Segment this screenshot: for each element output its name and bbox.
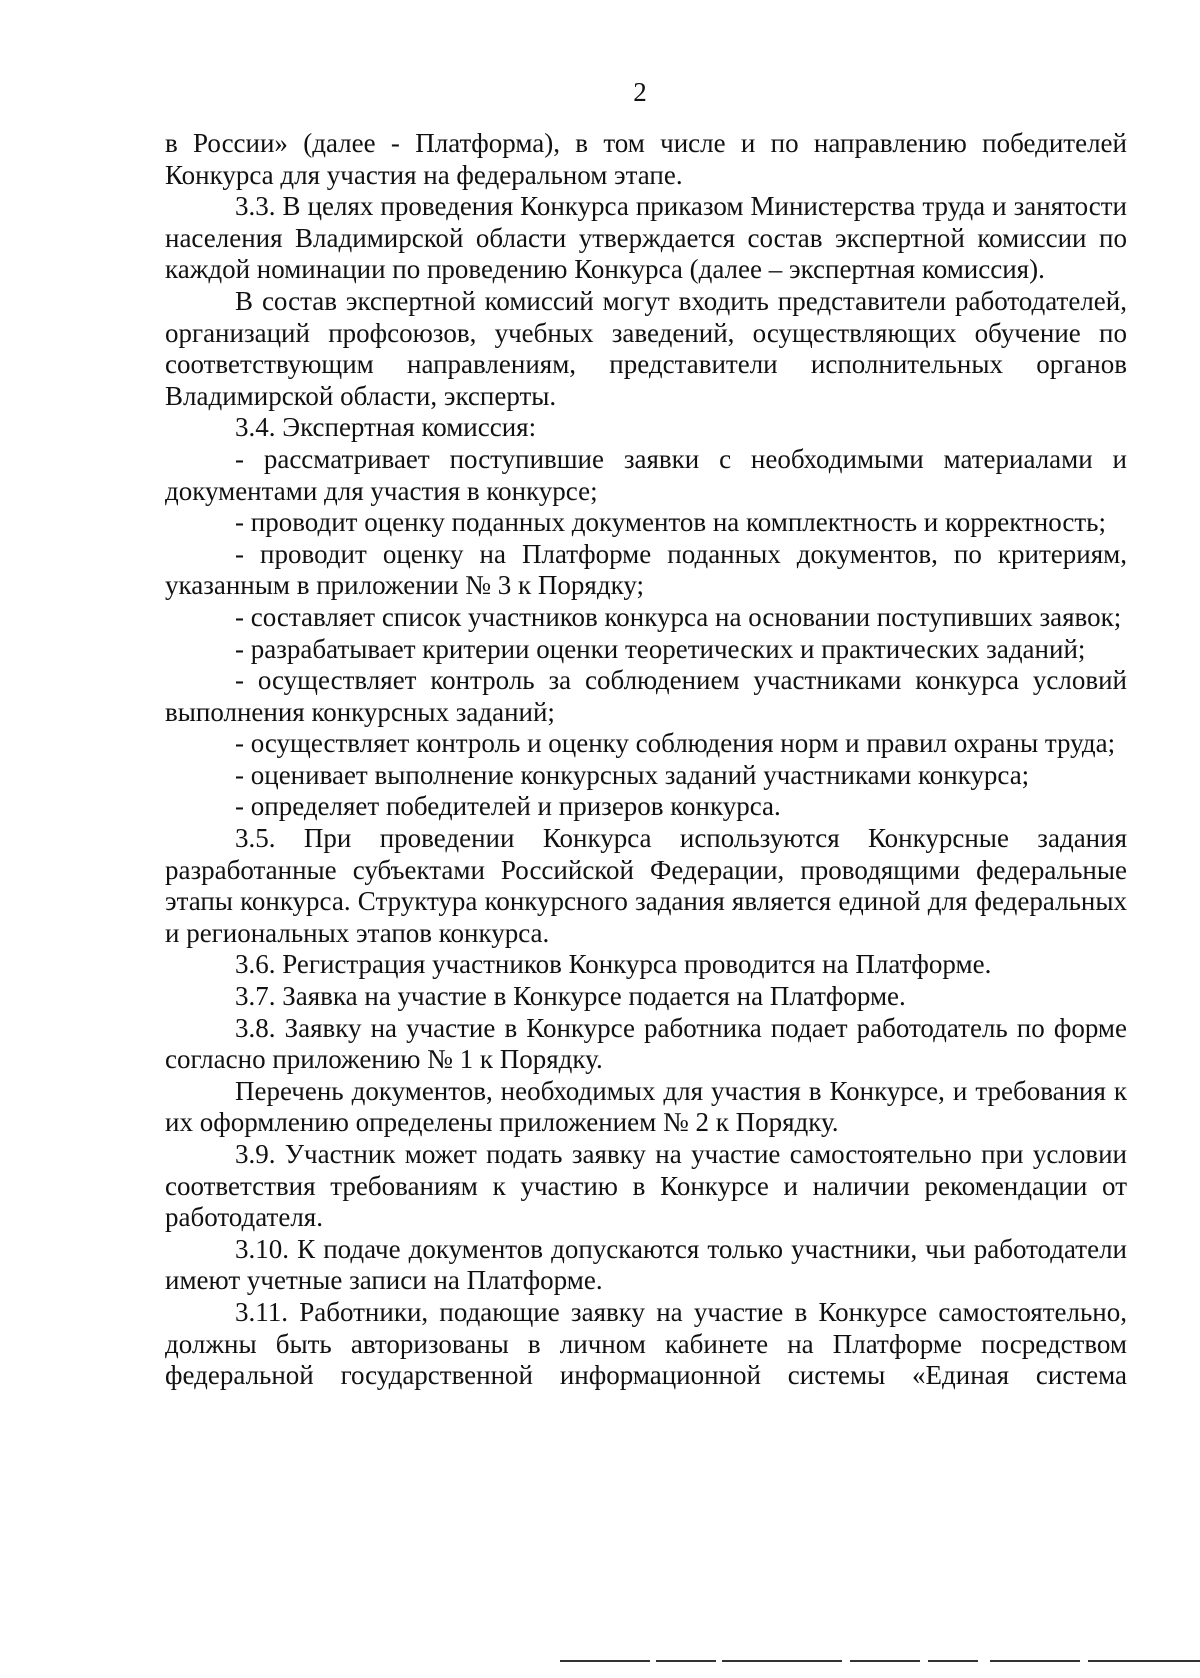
paragraph: - разрабатывает критерии оценки теоретических и практических заданий;: [235, 633, 1086, 664]
paragraph: - проводит оценку поданных документов на комплектность и корректность;: [235, 507, 1106, 538]
paragraph: в России» (далее - Платформа), в том числе и по направлению победителей Конкурса для участия на федеральном этапе.: [165, 128, 1127, 190]
paragraph: 3.8. Заявку на участие в Конкурсе работника подает работодатель по форме согласно приложению № 1 к Порядку.: [165, 1012, 1127, 1075]
paragraph: 3.10. К подаче документов допускаются только участники, чьи работодатели имеют учетные записи на Платформе.: [165, 1233, 1127, 1296]
paragraph: - рассматривает поступившие заявки с необходимыми материалами и документами для участия в конкурсе;: [165, 443, 1127, 506]
scan-edge-line: [560, 1660, 1200, 1662]
paragraph: 3.4. Экспертная комиссия:: [235, 412, 537, 443]
document-body: [165, 128, 1127, 1392]
paragraph: - осуществляет контроль за соблюдением участниками конкурса условий выполнения конкурсных заданий;: [165, 665, 1127, 727]
paragraph: 3.5. При проведении Конкурса используются Конкурсные задания разработанные субъектами Российской Федерации, проводящими федеральные этапы конкурса. Структура конкурсного задания является единой для федеральных и региональных этапов конкурса.: [165, 823, 1127, 948]
paragraph: Перечень документов, необходимых для участия в Конкурсе, и требования к их оформлению определены приложением № 2 к Порядку.: [165, 1075, 1127, 1138]
paragraph: 3.11. Работники, подающие заявку на участие в Конкурсе самостоятельно, должны быть авторизованы в личном кабинете на Платформе посредством федеральной государственной информационной системы «Единая система: [165, 1296, 1127, 1391]
page-number: 2: [633, 77, 647, 107]
paragraph: - оценивает выполнение конкурсных заданий участниками конкурса;: [235, 759, 1030, 790]
paragraph: - определяет победителей и призеров конкурса.: [235, 791, 781, 822]
paragraph: 3.9. Участник может подать заявку на участие самостоятельно при условии соответствия требованиям к участию в Конкурсе и наличии рекомендации от работодателя.: [165, 1139, 1127, 1233]
paragraph: В состав экспертной комиссий могут входить представители работодателей, организаций профсоюзов, учебных заведений, осуществляющих обучение по соответствующим направлениям, представители исполнительных органов Владимирской области, эксперты.: [165, 285, 1127, 411]
paragraph: 3.6. Регистрация участников Конкурса проводится на Платформе.: [235, 949, 992, 980]
paragraph: - осуществляет контроль и оценку соблюдения норм и правил охраны труда;: [235, 728, 1116, 759]
paragraph: - проводит оценку на Платформе поданных документов, по критериям, указанным в приложении № 3 к Порядку;: [165, 538, 1127, 601]
paragraph: - составляет список участников конкурса на основании поступивших заявок;: [235, 601, 1122, 632]
paragraph: 3.7. Заявка на участие в Конкурсе подается на Платформе.: [235, 981, 906, 1012]
paragraph: 3.3. В целях проведения Конкурса приказом Министерства труда и занятости населения Владимирской области утверждается состав экспертной комиссии по каждой номинации по проведению Конкурса (далее – экспертная комиссия).: [165, 191, 1127, 285]
